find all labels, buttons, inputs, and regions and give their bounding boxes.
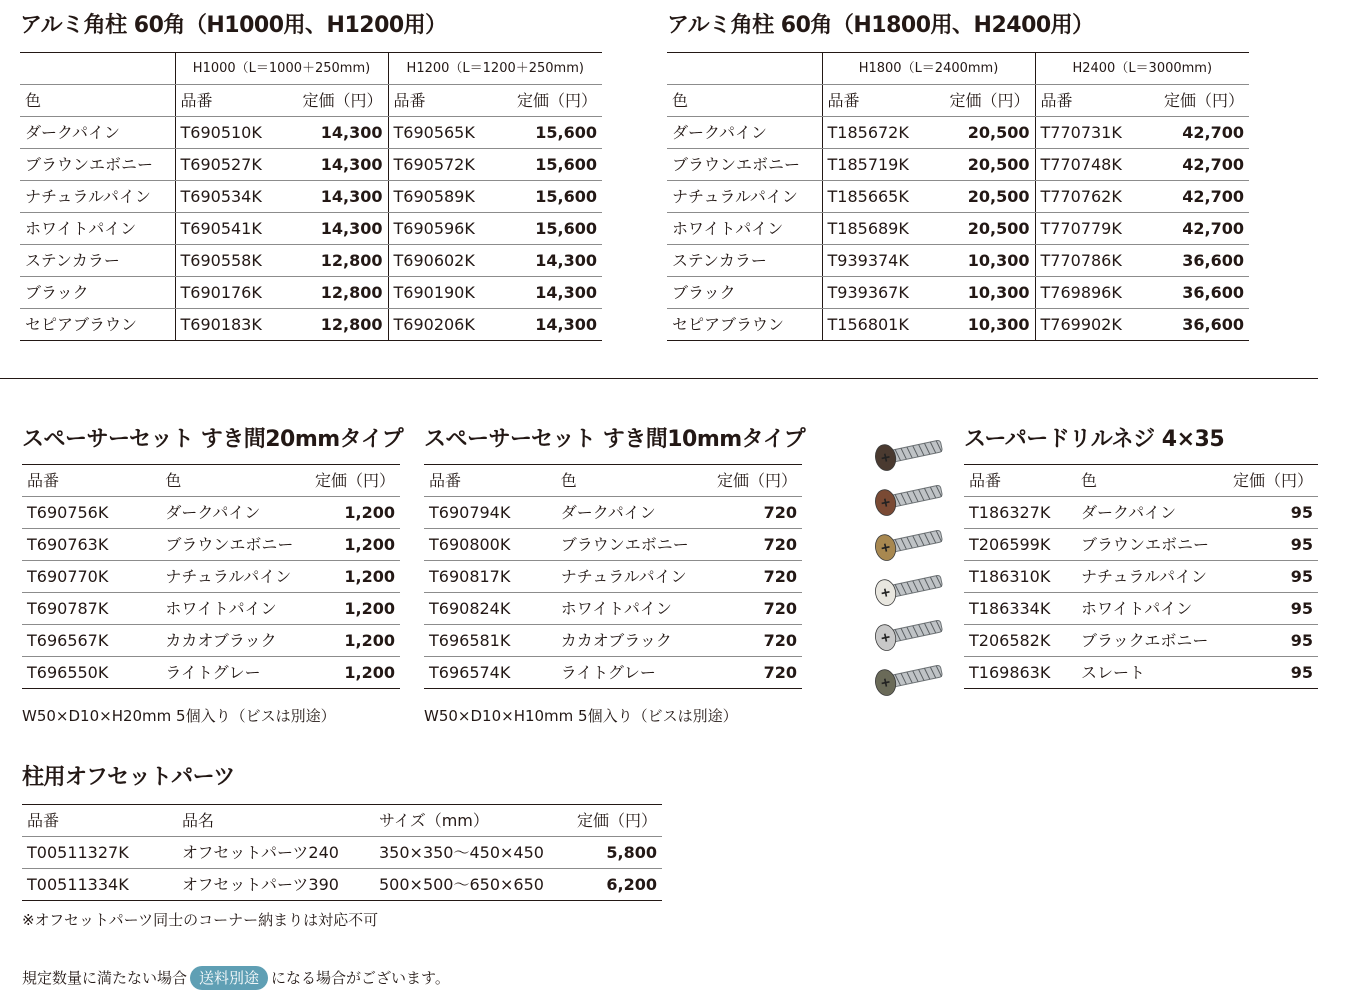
cell-color: ステンカラー	[20, 245, 175, 277]
table-row	[22, 625, 400, 657]
cell-color: ダークパイン	[556, 497, 712, 529]
table-header	[22, 465, 400, 497]
header-color: 色	[556, 465, 712, 497]
cell-price: 36,600	[1140, 245, 1249, 277]
cell-code: T690541K	[175, 213, 286, 245]
section-title: 柱用オフセットパーツ	[22, 765, 235, 790]
notice-text: 規定数量に満たない場合	[22, 969, 188, 987]
cell-price: 14,300	[286, 213, 388, 245]
header-code: 品番	[424, 465, 556, 497]
cell-code: T696574K	[424, 657, 556, 689]
cell-code: T169863K	[964, 657, 1076, 689]
cell-color: ナチュラルパイン	[1076, 561, 1228, 593]
cell-code: T186327K	[964, 497, 1076, 529]
header-code: 品番	[964, 465, 1076, 497]
section-title: スーパードリルネジ 4×35	[964, 427, 1225, 452]
shipping-notice	[22, 965, 450, 991]
table-row	[20, 245, 602, 277]
cell-price: 14,300	[493, 245, 602, 277]
cell-color: ナチュラルパイン	[667, 181, 822, 213]
cell-code: T690589K	[388, 181, 493, 213]
header-price: 定価（円）	[1140, 85, 1249, 117]
cell-code: T696581K	[424, 625, 556, 657]
cell-price: 14,300	[493, 309, 602, 341]
table-row	[964, 593, 1318, 625]
cell-color: ナチュラルパイン	[20, 181, 175, 213]
table-row	[424, 529, 802, 561]
cell-color: ブラック	[20, 277, 175, 309]
header-color: 色	[1076, 465, 1228, 497]
header-code: 品番	[388, 85, 493, 117]
cell-price: 10,300	[933, 245, 1035, 277]
table-row	[20, 149, 602, 181]
group-label: H1200（L＝1200＋250mm)	[388, 53, 602, 85]
table-header	[424, 465, 802, 497]
cell-price: 15,600	[493, 117, 602, 149]
table-group-header	[667, 53, 1249, 85]
cell-price: 42,700	[1140, 181, 1249, 213]
header-price: 定価（円）	[1228, 465, 1318, 497]
cell-code: T00511327K	[22, 837, 177, 869]
cell-code: T690534K	[175, 181, 286, 213]
cell-color: ダークパイン	[1076, 497, 1228, 529]
table-row	[667, 245, 1249, 277]
cell-price: 42,700	[1140, 213, 1249, 245]
cell-price: 12,800	[286, 245, 388, 277]
cell-code: T690527K	[175, 149, 286, 181]
cell-price: 1,200	[310, 529, 400, 561]
cell-code: T690800K	[424, 529, 556, 561]
cell-price: 14,300	[286, 117, 388, 149]
cell-code: T185665K	[822, 181, 933, 213]
cell-code: T770748K	[1035, 149, 1140, 181]
cell-price: 12,800	[286, 277, 388, 309]
cell-code: T769902K	[1035, 309, 1140, 341]
cell-price: 1,200	[310, 561, 400, 593]
cell-price: 20,500	[933, 117, 1035, 149]
cell-code: T00511334K	[22, 869, 177, 901]
table-row	[964, 625, 1318, 657]
cell-code: T939374K	[822, 245, 933, 277]
price-table	[22, 804, 662, 901]
table-row	[667, 277, 1249, 309]
table-row	[22, 869, 662, 901]
cell-color: ホワイトパイン	[160, 593, 310, 625]
header-color: 色	[160, 465, 310, 497]
cell-color: ブラック	[667, 277, 822, 309]
cell-price: 1,200	[310, 497, 400, 529]
cell-code: T690756K	[22, 497, 160, 529]
cell-color: カカオブラック	[160, 625, 310, 657]
offset-note: ※オフセットパーツ同士のコーナー納まりは対応不可	[22, 911, 379, 929]
cell-price: 1,200	[310, 593, 400, 625]
posts-section-1	[20, 12, 602, 341]
cell-price: 1,200	[310, 657, 400, 689]
cell-price: 720	[712, 657, 802, 689]
cell-color: カカオブラック	[556, 625, 712, 657]
cell-code: T690176K	[175, 277, 286, 309]
cell-price: 6,200	[570, 869, 662, 901]
table-row	[667, 309, 1249, 341]
cell-color: ナチュラルパイン	[556, 561, 712, 593]
cell-price: 15,600	[493, 149, 602, 181]
cell-size: 350×350〜450×450	[374, 837, 570, 869]
cell-color: ホワイトパイン	[556, 593, 712, 625]
cell-price: 14,300	[493, 277, 602, 309]
table-row	[22, 561, 400, 593]
cell-price: 5,800	[570, 837, 662, 869]
price-table	[20, 52, 602, 341]
table-row	[22, 497, 400, 529]
table-group-header	[20, 53, 602, 85]
cell-code: T690558K	[175, 245, 286, 277]
table-row	[667, 149, 1249, 181]
cell-color: ステンカラー	[667, 245, 822, 277]
cell-price: 20,500	[933, 181, 1035, 213]
cell-code: T690565K	[388, 117, 493, 149]
group-label: H1000（L＝1000＋250mm)	[175, 53, 388, 85]
cell-price: 42,700	[1140, 149, 1249, 181]
table-row	[667, 181, 1249, 213]
table-row	[424, 593, 802, 625]
cell-code: T690770K	[22, 561, 160, 593]
cell-price: 10,300	[933, 277, 1035, 309]
cell-code: T769896K	[1035, 277, 1140, 309]
cell-price: 720	[712, 593, 802, 625]
cell-price: 36,600	[1140, 309, 1249, 341]
cell-color: ブラウンエボニー	[667, 149, 822, 181]
header-price: 定価（円）	[933, 85, 1035, 117]
header-price: 定価（円）	[712, 465, 802, 497]
offset-section	[22, 764, 662, 901]
cell-code: T690190K	[388, 277, 493, 309]
table-row	[964, 497, 1318, 529]
header-color: 色	[667, 85, 822, 117]
cell-price: 10,300	[933, 309, 1035, 341]
table-row	[20, 181, 602, 213]
cell-code: T690794K	[424, 497, 556, 529]
cell-code: T185672K	[822, 117, 933, 149]
cell-code: T186334K	[964, 593, 1076, 625]
section-title: アルミ角柱 60角（H1800用、H2400用）	[667, 13, 1094, 38]
cell-code: T185719K	[822, 149, 933, 181]
cell-color: セピアブラウン	[667, 309, 822, 341]
cell-code: T770779K	[1035, 213, 1140, 245]
table-row	[667, 117, 1249, 149]
cell-code: T690763K	[22, 529, 160, 561]
cell-name: オフセットパーツ390	[177, 869, 374, 901]
cell-color: ライトグレー	[556, 657, 712, 689]
cell-code: T206599K	[964, 529, 1076, 561]
table-row	[22, 593, 400, 625]
cell-color: スレート	[1076, 657, 1228, 689]
cell-price: 20,500	[933, 149, 1035, 181]
cell-code: T696567K	[22, 625, 160, 657]
table-row	[20, 213, 602, 245]
table-header	[22, 805, 662, 837]
header-code: 品番	[22, 465, 160, 497]
table-row	[424, 657, 802, 689]
cell-price: 95	[1228, 497, 1318, 529]
cell-color: ブラウンエボニー	[1076, 529, 1228, 561]
screw-illustration	[872, 430, 952, 700]
cell-color: ホワイトパイン	[1076, 593, 1228, 625]
section-title: スペーサーセット すき間20mmタイプ	[22, 427, 404, 452]
screw-icon	[873, 523, 944, 562]
cell-price: 95	[1228, 561, 1318, 593]
cell-price: 12,800	[286, 309, 388, 341]
screw-icon	[873, 433, 944, 472]
header-color: 色	[20, 85, 175, 117]
cell-price: 20,500	[933, 213, 1035, 245]
cell-code: T770731K	[1035, 117, 1140, 149]
header-price: 定価（円）	[570, 805, 662, 837]
table-row	[22, 529, 400, 561]
header-code: 品番	[175, 85, 286, 117]
cell-code: T156801K	[822, 309, 933, 341]
cell-size: 500×500〜650×650	[374, 869, 570, 901]
cell-code: T770786K	[1035, 245, 1140, 277]
section-title: アルミ角柱 60角（H1000用、H1200用）	[20, 13, 447, 38]
cell-name: オフセットパーツ240	[177, 837, 374, 869]
table-row	[964, 657, 1318, 689]
header-price: 定価（円）	[493, 85, 602, 117]
header-code: 品番	[822, 85, 933, 117]
cell-color: ブラウンエボニー	[556, 529, 712, 561]
cell-price: 14,300	[286, 181, 388, 213]
cell-price: 14,300	[286, 149, 388, 181]
cell-price: 720	[712, 561, 802, 593]
section-title: スペーサーセット すき間10mmタイプ	[424, 427, 806, 452]
cell-code: T690602K	[388, 245, 493, 277]
cell-code: T690824K	[424, 593, 556, 625]
cell-price: 95	[1228, 529, 1318, 561]
cell-code: T690206K	[388, 309, 493, 341]
spacer-20-section	[22, 426, 403, 689]
cell-code: T696550K	[22, 657, 160, 689]
screw-icon	[873, 658, 944, 697]
table-row	[20, 117, 602, 149]
table-header	[20, 85, 602, 117]
price-table	[424, 464, 802, 689]
cell-color: ダークパイン	[667, 117, 822, 149]
table-row	[424, 625, 802, 657]
cell-color: ライトグレー	[160, 657, 310, 689]
table-row	[22, 657, 400, 689]
cell-color: ホワイトパイン	[20, 213, 175, 245]
shipping-badge: 送料別途	[190, 966, 268, 990]
cell-color: ダークパイン	[160, 497, 310, 529]
table-header	[667, 85, 1249, 117]
cell-code: T206582K	[964, 625, 1076, 657]
cell-price: 15,600	[493, 213, 602, 245]
cell-color: セピアブラウン	[20, 309, 175, 341]
cell-code: T690596K	[388, 213, 493, 245]
table-row	[424, 497, 802, 529]
cell-price: 95	[1228, 625, 1318, 657]
cell-code: T185689K	[822, 213, 933, 245]
cell-color: ブラウンエボニー	[160, 529, 310, 561]
cell-price: 720	[712, 625, 802, 657]
cell-price: 720	[712, 497, 802, 529]
header-size: サイズ（mm）	[374, 805, 570, 837]
header-price: 定価（円）	[310, 465, 400, 497]
cell-color: ブラウンエボニー	[20, 149, 175, 181]
cell-code: T186310K	[964, 561, 1076, 593]
cell-color: ブラックエボニー	[1076, 625, 1228, 657]
cell-price: 42,700	[1140, 117, 1249, 149]
price-table	[22, 464, 400, 689]
cell-code: T690787K	[22, 593, 160, 625]
spacer-10-note: W50×D10×H10mm 5個入り（ビスは別途）	[424, 707, 738, 725]
cell-code: T690183K	[175, 309, 286, 341]
screw-icon	[873, 568, 944, 607]
spacer-20-note: W50×D10×H20mm 5個入り（ビスは別途）	[22, 707, 336, 725]
table-row	[20, 277, 602, 309]
cell-code: T939367K	[822, 277, 933, 309]
table-row	[667, 213, 1249, 245]
header-code: 品番	[22, 805, 177, 837]
cell-color: ホワイトパイン	[667, 213, 822, 245]
cell-price: 36,600	[1140, 277, 1249, 309]
cell-price: 95	[1228, 593, 1318, 625]
table-row	[20, 309, 602, 341]
price-table	[964, 464, 1318, 689]
cell-color: ダークパイン	[20, 117, 175, 149]
cell-code: T770762K	[1035, 181, 1140, 213]
group-label: H2400（L＝3000mm)	[1035, 53, 1249, 85]
screw-icon	[873, 478, 944, 517]
table-header	[964, 465, 1318, 497]
header-price: 定価（円）	[286, 85, 388, 117]
group-label: H1800（L＝2400mm)	[822, 53, 1035, 85]
cell-price: 720	[712, 529, 802, 561]
spacer-10-section	[424, 426, 805, 689]
cell-price: 15,600	[493, 181, 602, 213]
table-row	[964, 529, 1318, 561]
cell-color: ナチュラルパイン	[160, 561, 310, 593]
cell-code: T690510K	[175, 117, 286, 149]
screw-icon	[873, 613, 944, 652]
header-name: 品名	[177, 805, 374, 837]
price-table	[667, 52, 1249, 341]
table-row	[424, 561, 802, 593]
table-row	[964, 561, 1318, 593]
posts-section-2	[667, 12, 1249, 341]
header-code: 品番	[1035, 85, 1140, 117]
cell-code: T690817K	[424, 561, 556, 593]
cell-code: T690572K	[388, 149, 493, 181]
cell-price: 1,200	[310, 625, 400, 657]
cell-price: 95	[1228, 657, 1318, 689]
section-divider	[0, 378, 1318, 379]
screw-section	[964, 426, 1318, 689]
notice-text: になる場合がございます。	[271, 969, 450, 987]
table-row	[22, 837, 662, 869]
